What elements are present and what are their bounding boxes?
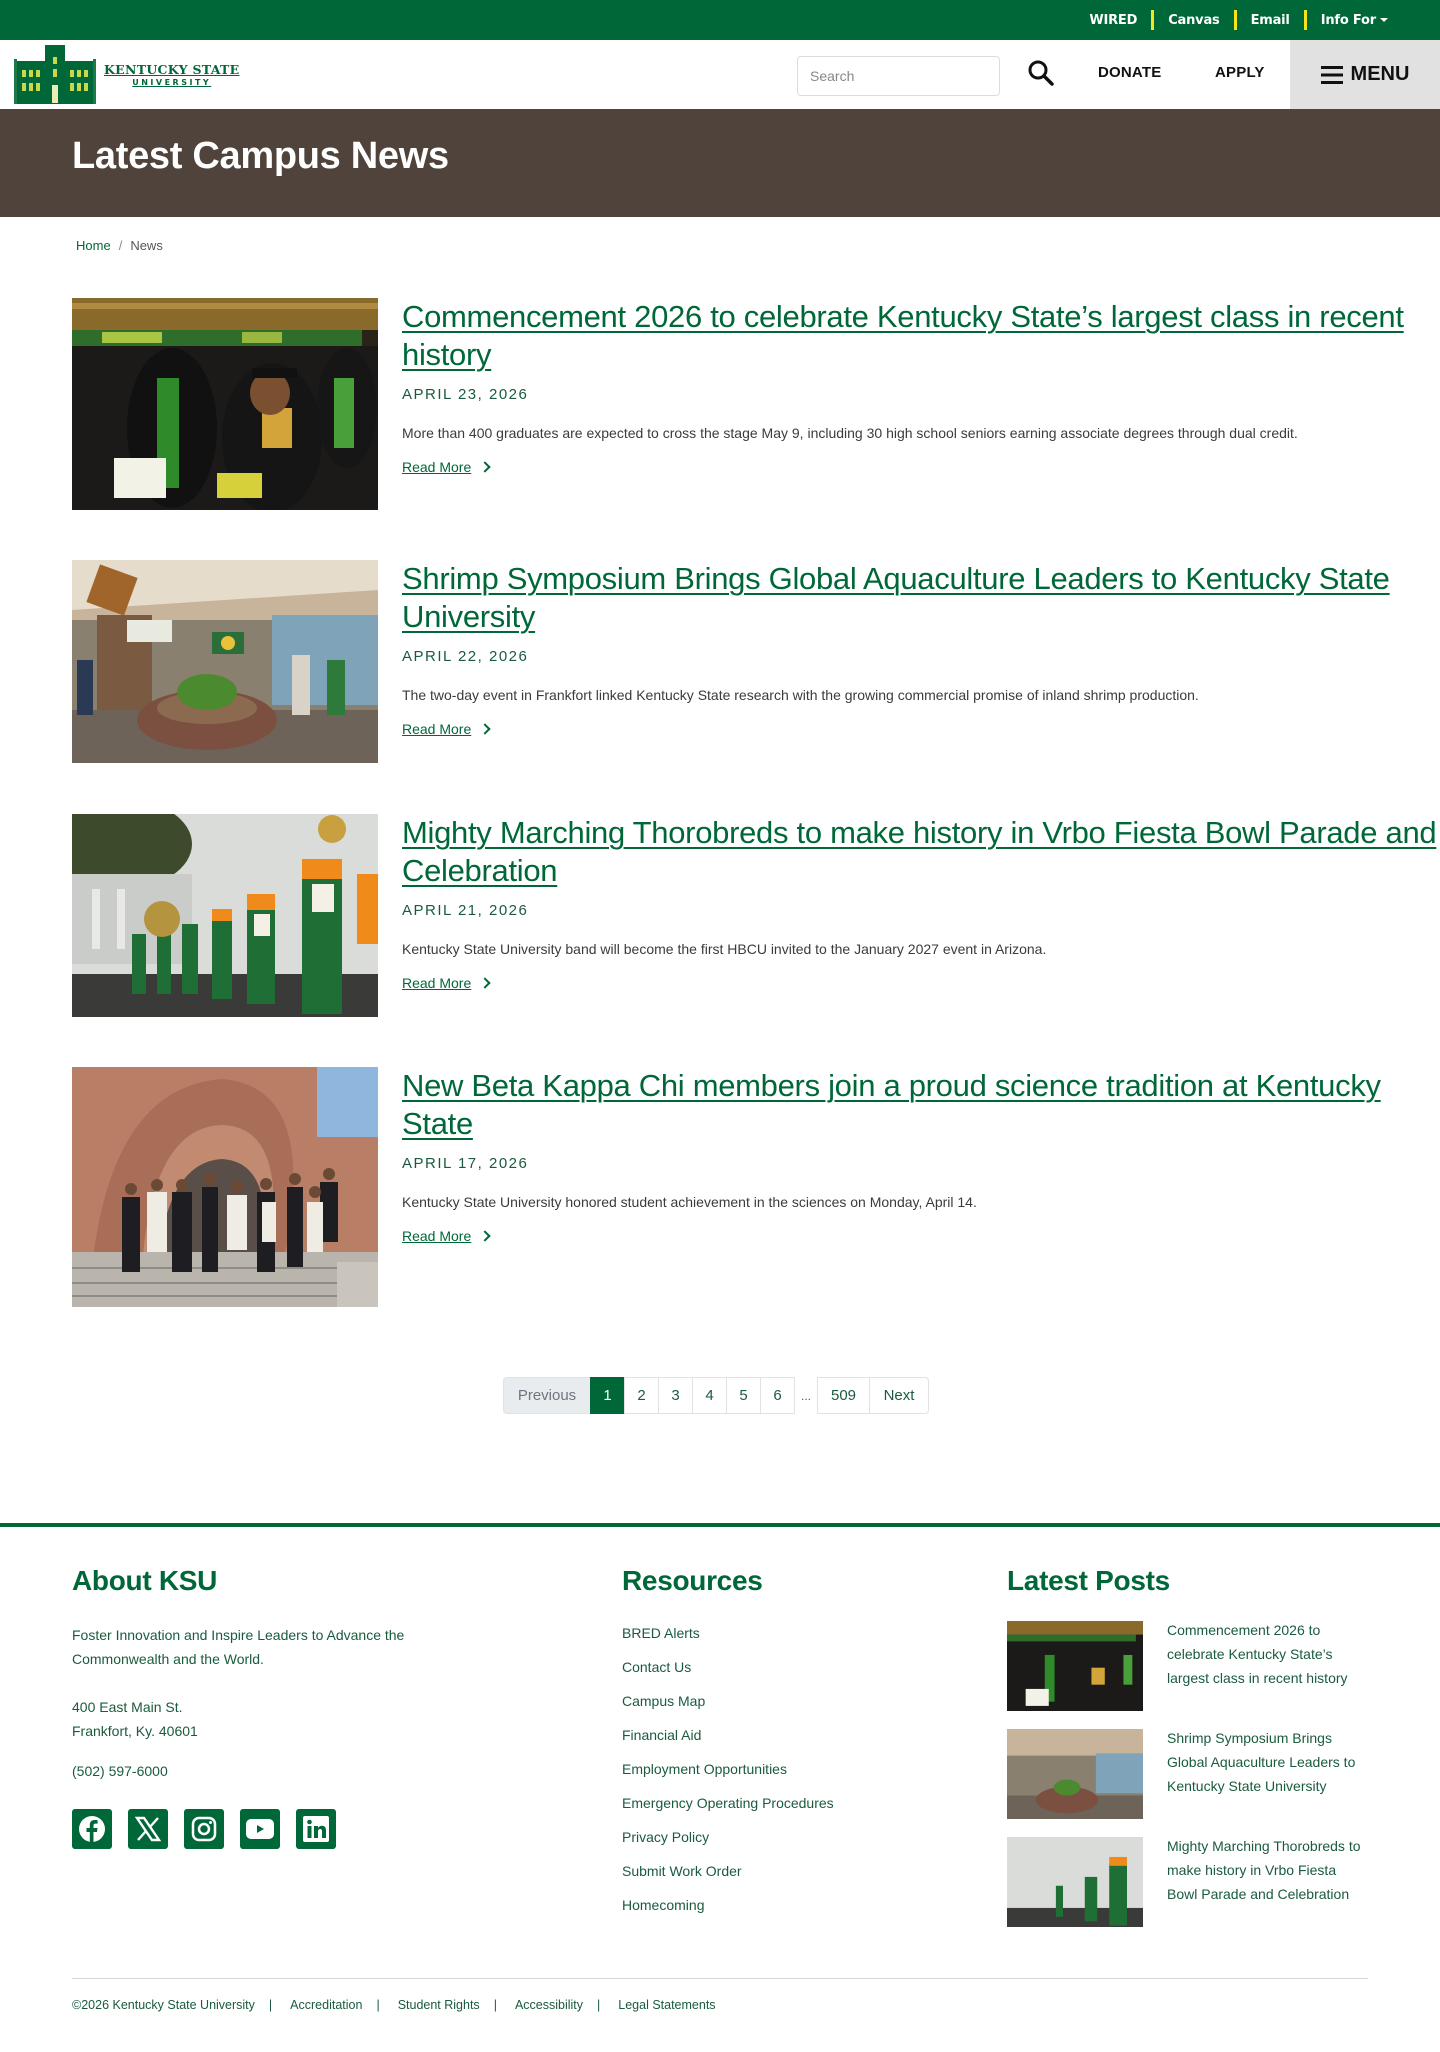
article-date: APRIL 23, 2026 [402,386,529,403]
previous-page-button[interactable]: Previous [503,1377,591,1414]
donate-link[interactable]: DONATE [1098,64,1162,81]
logo-line2: UNIVERSITY [132,77,212,87]
article-excerpt: More than 400 graduates are expected to cross the stage May 9, including 30 high school seniors earning associate degrees through dual credit. [402,425,1298,441]
resources-list [622,1623,982,1929]
post-title: Commencement 2026 to celebrate Kentucky State’s largest class in recent history [1167,1622,1348,1686]
pagination [504,1377,929,1414]
group-photo-icon [72,1067,378,1307]
resource-link-employment[interactable]: Employment Opportunities [622,1761,787,1777]
breadcrumb-separator: / [118,238,123,253]
post-title: Mighty Marching Thorobreds to make history in Vrbo Fiesta Bowl Parade and Celebration [1167,1838,1361,1902]
resource-link-work-order[interactable]: Submit Work Order [622,1863,742,1879]
resource-link-contact-us[interactable]: Contact Us [622,1659,692,1675]
footer-latest-posts [1007,1565,1387,1927]
article-thumbnail[interactable] [72,560,378,763]
wired-link[interactable]: WIRED [1089,12,1138,28]
info-for-label: Info For [1320,12,1376,28]
youtube-link[interactable] [240,1809,280,1849]
accreditation-link[interactable]: Accreditation [290,1998,363,2012]
about-heading: About KSU [72,1565,218,1596]
article-date: APRIL 21, 2026 [402,902,529,919]
mission-statement: Foster Innovation and Inspire Leaders to Advance the Commonwealth and the World. [72,1627,405,1667]
symposium-photo-icon [1007,1729,1143,1819]
social-links [72,1809,492,1849]
page-banner [0,109,1440,217]
accessibility-link[interactable]: Accessibility [514,1998,584,2012]
page-4-button[interactable]: 4 [692,1377,727,1414]
resource-link-bred-alerts[interactable]: BRED Alerts [622,1625,700,1641]
page-title: Latest Campus News [72,135,449,177]
commencement-photo-icon [72,298,378,510]
hamburger-icon [1321,65,1343,85]
x-icon [134,1815,162,1843]
article-excerpt: Kentucky State University band will become the first HBCU invited to the January 2027 event in Arizona. [402,941,1047,957]
article-title-link[interactable]: New Beta Kappa Chi members join a proud science tradition at Kentucky State [402,1068,1381,1141]
utility-links [1075,0,1388,40]
last-page-button[interactable]: 509 [817,1377,870,1414]
resource-link-campus-map[interactable]: Campus Map [622,1693,706,1709]
instagram-icon [190,1815,218,1843]
email-link[interactable]: Email [1250,12,1290,28]
address-line1: 400 East Main St. [72,1699,183,1715]
marching-band-photo-icon [72,814,378,1017]
marching-band-photo-icon [1007,1837,1143,1927]
resource-link-privacy-policy[interactable]: Privacy Policy [622,1829,710,1845]
divider: | [597,1998,601,2012]
post-title: Shrimp Symposium Brings Global Aquaculture Leaders to Kentucky State University [1167,1730,1356,1794]
article-date: APRIL 17, 2026 [402,1155,529,1172]
linkedin-link[interactable] [296,1809,336,1849]
post-thumbnail [1007,1837,1143,1927]
chevron-right-icon [480,1230,491,1241]
facebook-link[interactable] [72,1809,112,1849]
legal-statements-link[interactable]: Legal Statements [618,1998,716,2012]
article-body [402,298,1440,476]
article-date: APRIL 22, 2026 [402,648,529,665]
article-thumbnail[interactable] [72,814,378,1017]
pagination-ellipsis: ... [795,1377,817,1414]
logo-wordmark [104,62,239,87]
breadcrumb [76,238,163,253]
youtube-icon [245,1817,275,1841]
page-3-button[interactable]: 3 [658,1377,693,1414]
divider: | [268,1998,273,2012]
legal-bar [72,1998,716,2012]
article-title-link[interactable]: Mighty Marching Thorobreds to make history in Vrbo Fiesta Bowl Parade and Celebration [402,815,1437,888]
search-icon [1027,59,1055,87]
article-thumbnail[interactable] [72,298,378,510]
read-more-label: Read More [402,975,472,991]
resource-link-financial-aid[interactable]: Financial Aid [622,1727,702,1743]
chevron-right-icon [480,461,491,472]
divider: | [376,1998,380,2012]
article-excerpt: The two-day event in Frankfort linked Kentucky State research with the growing commercial promise of inland shrimp production. [402,687,1199,703]
latest-post-item[interactable] [1007,1729,1387,1819]
building-logo-icon [14,43,96,105]
divider: | [493,1998,497,2012]
copyright: ©2026 Kentucky State University [72,1998,255,2012]
phone-link[interactable]: (502) 597-6000 [72,1763,168,1779]
latest-post-item[interactable] [1007,1837,1387,1927]
x-twitter-link[interactable] [128,1809,168,1849]
article-body [402,1067,1440,1245]
resources-heading: Resources [622,1565,763,1596]
read-more-label: Read More [402,1228,472,1244]
symposium-photo-icon [72,560,378,763]
chevron-right-icon [480,723,491,734]
address-line2: Frankfort, Ky. 40601 [72,1723,198,1739]
resource-link-homecoming[interactable]: Homecoming [622,1897,705,1913]
article-body [402,560,1440,738]
read-more-link[interactable] [402,1228,489,1244]
info-for-dropdown[interactable] [1307,13,1388,28]
latest-post-item[interactable] [1007,1621,1387,1711]
article-thumbnail[interactable] [72,1067,378,1307]
article-excerpt: Kentucky State University honored student achievement in the sciences on Monday, April 14. [402,1194,977,1210]
footer-divider [0,1523,1440,1527]
next-page-button[interactable]: Next [869,1377,929,1414]
linkedin-icon [302,1815,330,1843]
site-header [0,40,1440,109]
menu-label: MENU [1350,63,1410,85]
caret-down-icon [1380,18,1388,22]
search-input[interactable] [797,56,1000,96]
canvas-link[interactable]: Canvas [1168,12,1220,28]
ksu-logo[interactable] [14,43,239,105]
apply-link[interactable]: APPLY [1215,64,1265,81]
breadcrumb-home[interactable]: Home [76,238,111,253]
read-more-label: Read More [402,721,472,737]
bottom-divider [72,1978,1368,1979]
footer-about [72,1565,492,1849]
article-body [402,814,1440,992]
chevron-right-icon [480,977,491,988]
post-thumbnail [1007,1729,1143,1819]
instagram-link[interactable] [184,1809,224,1849]
page-2-button[interactable]: 2 [624,1377,659,1414]
article-title-link[interactable]: Shrimp Symposium Brings Global Aquaculture Leaders to Kentucky State University [402,561,1390,634]
latest-posts-heading: Latest Posts [1007,1565,1170,1596]
read-more-link[interactable] [402,721,489,737]
read-more-link[interactable] [402,975,489,991]
facebook-icon [77,1814,107,1844]
page-1-button[interactable]: 1 [590,1377,625,1414]
resource-link-emergency-procedures[interactable]: Emergency Operating Procedures [622,1795,834,1811]
breadcrumb-current: News [130,238,163,253]
logo-line1: KENTUCKY STATE [104,61,240,77]
post-thumbnail [1007,1621,1143,1711]
footer-resources [622,1565,982,1929]
page-5-button[interactable]: 5 [726,1377,761,1414]
menu-button[interactable] [1290,40,1440,109]
read-more-label: Read More [402,459,472,475]
read-more-link[interactable] [402,459,489,475]
article-title-link[interactable]: Commencement 2026 to celebrate Kentucky State’s largest class in recent history [402,299,1404,372]
student-rights-link[interactable]: Student Rights [397,1998,480,2012]
utility-bar [0,0,1440,40]
search-button[interactable] [1024,57,1058,91]
commencement-photo-icon [1007,1621,1143,1711]
page-6-button[interactable]: 6 [760,1377,795,1414]
